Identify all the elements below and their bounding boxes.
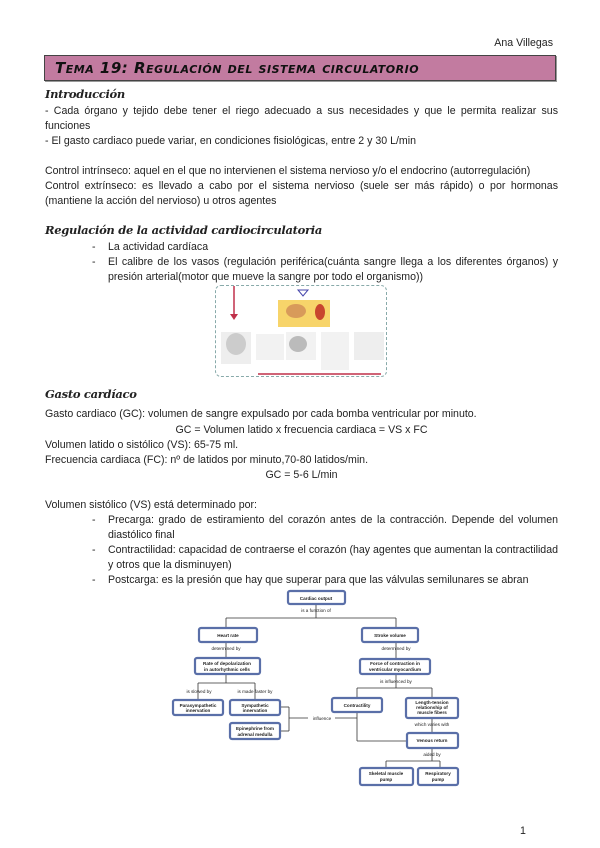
label: ventricular myocardium (368, 667, 422, 672)
list-item: - Postcarga: es la presión que hay que superar para que las válvulas semilunares se abran (92, 573, 558, 588)
label: innervation (185, 708, 211, 713)
list-item-text: Contractilidad: capacidad de contraerse el corazón (hay agentes que aumentan la contractilidad y otros que la disminuyen) (108, 544, 558, 571)
page-title: Tema 19: Regulación del sistema circulatorio (55, 59, 420, 77)
label: Epinephrine from (235, 726, 275, 731)
list-item-text: Precarga: grado de estiramiento del corazón antes de la contracción. Depende del volumen diastólico final (108, 514, 558, 541)
label: determined by (381, 646, 411, 651)
label: is made faster by (237, 689, 273, 694)
label: is slowed by (186, 689, 212, 694)
intro-paragraph: Control extrínseco: es llevado a cabo por el sistema nervioso (suele ser más rápido) o por hormonas (mantiene la acción del nervioso) u otros agentes (45, 180, 558, 207)
label: muscle fibers (417, 710, 447, 715)
label: innervation (242, 708, 268, 713)
definition-line: Volumen latido o sistólico (VS): 65-75 ml. (45, 439, 239, 451)
label: Stroke volume (374, 633, 406, 638)
regulation-heading: Regulación de la actividad cardiocirculatoria (45, 223, 322, 237)
label: Sympathetic (241, 703, 269, 708)
gasto-heading: Gasto cardíaco (45, 387, 137, 401)
intro-paragraph: Control intrínseco: aquel en el que no intervienen el sistema nervioso y/o el endocrino (autorregulación) (45, 165, 531, 177)
definition-line: Frecuencia cardiaca (FC): nº de latidos por minuto,70-80 latidos/min. (45, 454, 369, 466)
list-item: - La actividad cardíaca (92, 240, 558, 255)
definition-line: Volumen sistólico (VS) está determinado por: (45, 499, 257, 511)
list-item: - Precarga: grado de estiramiento del corazón antes de la contracción. Depende del volumen diastólico final (92, 514, 558, 541)
label: aided by (423, 752, 441, 757)
list-item: - Contractilidad: capacidad de contraerse el corazón (hay agentes que aumentan la contractilidad y otros que la disminuyen) (92, 544, 558, 571)
label: relationship of (416, 705, 448, 710)
label: determined by (211, 646, 241, 651)
label: Length-tension (415, 700, 449, 705)
label: Respiratory (425, 771, 451, 776)
label: Parasympathetic (179, 703, 217, 708)
label: pump (431, 777, 445, 782)
intro-heading: Introducción (45, 87, 125, 101)
label: is influenced by (380, 679, 412, 684)
label: adrenal medulla (237, 732, 273, 737)
list-item-text: Postcarga: es la presión que hay que superar para que las válvulas semilunares se abran (108, 574, 529, 586)
label: which varies with (414, 722, 450, 727)
label: pump (379, 777, 393, 782)
list-item-text: La actividad cardíaca (108, 241, 209, 253)
label: Rate of depolarization (203, 661, 251, 666)
label: influence (312, 716, 332, 721)
author-name: Ana Villegas (494, 37, 553, 49)
formula-line: GC = Volumen latido x frecuencia cardiaca = VS x FC (175, 424, 428, 436)
label: Venous return (416, 738, 448, 743)
intro-paragraph: - El gasto cardiaco puede variar, en condiciones fisiológicas, entre 2 y 30 L/min (45, 135, 416, 147)
label: in autorhythmic cells (204, 667, 250, 672)
label: Heart rate (217, 633, 239, 638)
list-item: - El calibre de los vasos (regulación periférica(cuánta sangre llega a los diferentes órganos) y presión arterial(motor que mueve la sangre por todo el organismo)) (92, 256, 558, 283)
definition-line: Gasto cardiaco (GC): volumen de sangre expulsado por cada bomba ventricular por minuto. (45, 408, 477, 420)
label: Cardiac output (299, 596, 333, 601)
label: Force of contraction in (370, 661, 420, 666)
page-number: 1 (520, 825, 526, 837)
list-item-text: El calibre de los vasos (regulación periférica(cuánta sangre llega a los diferentes órganos) y presión arterial(motor que mueve la sangre por todo el organismo)) (108, 256, 558, 283)
label: Skeletal muscle (368, 771, 404, 776)
formula-line: GC = 5-6 L/min (265, 469, 338, 481)
intro-paragraph: - Cada órgano y tejido debe tener el riego adecuado a sus necesidades y que le permita realizar sus funciones (45, 105, 558, 132)
label: is a function of (301, 608, 331, 613)
label: Contractility (343, 703, 371, 708)
